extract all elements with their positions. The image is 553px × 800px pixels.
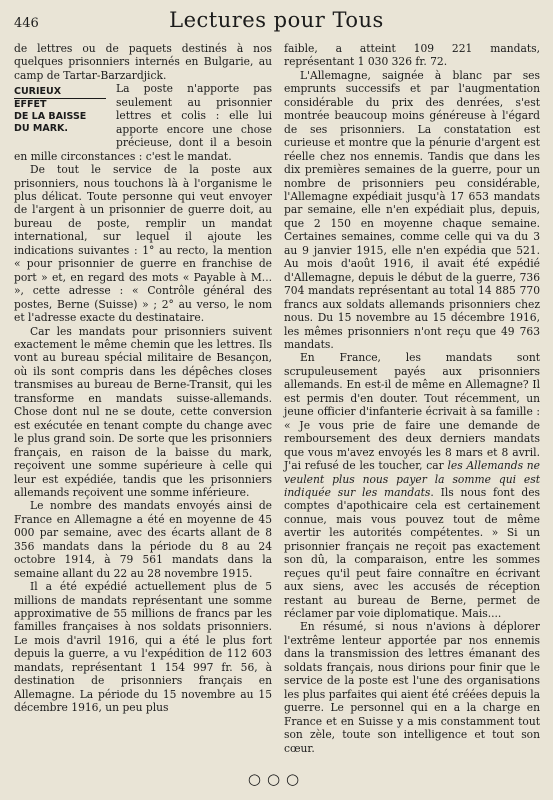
paragraph-text: . Ils nous font des comptes d'apothicaire cela est certainement connue, mais vous pouvez tout de même avertir les autorités compétentes. » Si un prisonnier français ne reçoit pas exactement son dû, la comparaison, entre les sommes reçues qu'il peut faire connaître en écrivant aux siens, avec les accusés de réception restant au bureau de Berne, permet de réclamer par voie diplomatique. Mais.... xyxy=(284,485,541,621)
paragraph: L'Allemagne, saignée à blanc par ses emprunts successifs et par l'augmentation considérable du prix des denrées, s'est montrée beaucoup moins généreuse à l'égard de ses prisonniers. La constatation est curieuse et montre que la pénurie d'argent est réelle chez nos ennemis. Tandis que dans les dix premières semaines de la guerre, pour un nombre de prisonniers peu considérable, l'Allemagne expédiait jusqu'à 17 653 mandats par semaine, elle n'en expédiait plus, depuis, que 2 150 en moyenne chaque semaine. Certaines semaines, comme celle qui va du 3 au 9 janvier 1915, elle n'en expédia que 521. Au mois d'août 1916, il avait été expédié d'Allemagne, depuis le début de la guerre, 736 704 mandats représentant au total 14 885 770 francs aux soldats allemands prisonniers chez nous. Du 15 novembre au 15 décembre 1916, les mêmes prisonniers n'ont reçu que 49 763 mandats. xyxy=(284,68,540,351)
page-header xyxy=(14,8,539,40)
page-number: 446 xyxy=(14,16,39,31)
italic-quote: les Allemands ne veulent plus nous payer la somme qui est indiquée sur les mandats xyxy=(284,459,540,499)
paragraph: En résumé, si nous n'avions à déplorer l'extrême lenteur apportée par nos ennemis dans la transmission des lettres émanant des soldats français, nous dirions pour finir que le service de la poste est l'une des organisations les plus parfaites qui aient été créées depuis la guerre. Le personnel qui en a la charge en France et en Suisse y a mis constamment tout son zèle, toute son intelligence et tout son cœur. xyxy=(284,620,540,755)
paragraph: faible, a atteint 109 221 mandats, représentant 1 030 326 fr. 72. xyxy=(284,42,540,69)
side-heading-line: DE LA BAISSE xyxy=(14,111,87,123)
paragraph: de lettres ou de paquets destinés à nos quelques prisonniers internés en Bulgarie, au camp de Tartar-Barzardjick. xyxy=(14,42,272,82)
footer-ornament: ○○○ xyxy=(247,770,306,788)
paragraph: Il a été expédié actuellement plus de 5 millions de mandats représentant une somme approximative de 55 millions de francs par les familles françaises à nos soldats prisonniers. Le mois d'avril 1916, qui a été le plus fort depuis la guerre, a vu l'expédition de 112 603 mandats, représentant 1 154 997 fr. 56, à destination de prisonniers français en Allemagne. La période du 15 novembre au 15 décembre 1916, un peu plus xyxy=(14,580,272,715)
paragraph-text: En France, les mandats sont scrupuleusement payés aux prisonniers allemands. En est-il de même en Allemagne? Il est permis d'en douter. Tout récemment, un jeune officier d'infanterie écrivait à sa famille : « Je vous prie de faire une demande de remboursement des deux derniers mandats que vous m'avez envoyés les 8 mars et 8 avril. J'ai refusé de les toucher, car xyxy=(284,351,540,473)
paragraph: Car les mandats pour prisonniers suivent exactement le même chemin que les lettres. Ils vont au bureau spécial militaire de Besançon, où ils sont compris dans les dépêches closes transmises au bureau de Berne-Transit, qui les transforme en mandats suisse-allemands. Chose dont nul ne se doute, cette conversion est exécutée en tenant compte du change avec le plus grand soin. De sorte que les prisonniers français, en raison de la baisse du mark, reçoivent une somme supérieure à celle qui leur est expédiée, tandis que les prisonniers allemands reçoivent une somme inférieure. xyxy=(14,324,272,499)
left-column xyxy=(14,42,272,715)
side-heading-line: EFFET xyxy=(14,99,47,111)
right-column xyxy=(284,42,540,755)
paragraph: La poste n'apporte pas seulement au prisonnier lettres et colis : elle lui apporte encore une chose précieuse, dont il a besoin en mille circonstances : c'est le mandat. xyxy=(14,82,272,163)
side-heading-line: CURIEUX xyxy=(14,86,106,99)
side-heading-line: DU MARK. xyxy=(14,123,68,135)
paragraph xyxy=(284,351,540,620)
side-heading xyxy=(14,86,106,135)
paragraph: De tout le service de la poste aux prisonniers, nous touchons là à l'organisme le plus délicat. Toute personne qui veut envoyer de l'argent à un prisonnier de guerre doit, au bureau de poste, remplir un mandat international, sur lequel il ajoute les indications suivantes : 1° au recto, la mention « pour prisonnier de guerre en franchise de port » et, en regard des mots « Payable à M... », cette adresse : « Contrôle général des postes, Berne (Suisse) » ; 2° au verso, le nom et l'adresse exacte du destinataire. xyxy=(14,163,272,325)
running-title: Lectures pour Tous xyxy=(169,8,384,32)
paragraph: Le nombre des mandats envoyés ainsi de France en Allemagne a été en moyenne de 45 000 par semaine, avec des écarts allant de 8 356 mandats dans la période du 8 au 24 octobre 1914, à 79 561 mandats dans la semaine allant du 22 au 28 novembre 1915. xyxy=(14,499,272,580)
